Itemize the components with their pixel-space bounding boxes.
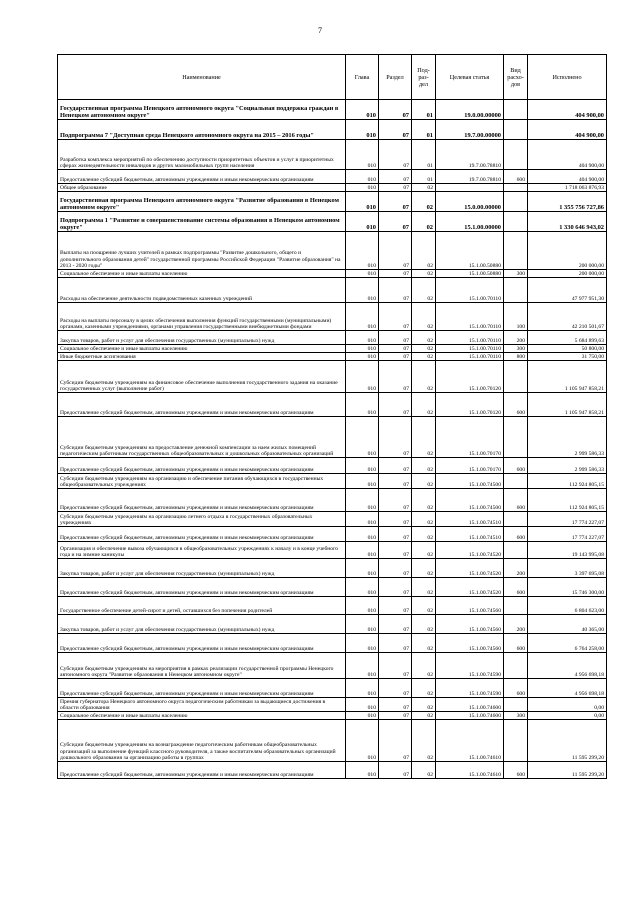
- cell-glava: 010: [346, 542, 379, 559]
- cell-name: Государственное обеспечение детей-сирот и детей, оставшихся без попечения родителей: [58, 597, 346, 615]
- cell-podrazdel: 02: [412, 303, 436, 331]
- cell-done: 50 800,00: [528, 345, 607, 353]
- cell-name: Общее образование: [58, 184, 346, 192]
- cell-name: Расходы на обеспечение деятельности подведомственных казенных учреждений: [58, 278, 346, 303]
- cell-vid: [504, 120, 528, 140]
- cell-article: 15.1.00.74600: [436, 698, 504, 712]
- cell-vid: [504, 278, 528, 303]
- cell-name: Организация и обеспечение вывоза обучающихся в общеобразовательных учреждениях к началу и в конце учебного года и на зимние каникулы: [58, 542, 346, 559]
- cell-podrazdel: 02: [412, 597, 436, 615]
- cell-razdel: 07: [379, 393, 412, 417]
- cell-article: 15.1.00.74590: [436, 653, 504, 679]
- cell-podrazdel: 02: [412, 559, 436, 578]
- cell-article: 19.7.00.00000: [436, 120, 504, 140]
- header-row: [58, 55, 607, 100]
- cell-glava: 010: [346, 212, 379, 232]
- cell-name: Предоставление субсидий бюджетным, автономным учреждениям и иным некоммерческим организациям: [58, 393, 346, 417]
- cell-razdel: 07: [379, 417, 412, 458]
- cell-razdel: 07: [379, 120, 412, 140]
- table-row: [58, 270, 607, 278]
- cell-article: 15.1.00.70120: [436, 361, 504, 393]
- cell-podrazdel: 02: [412, 634, 436, 653]
- cell-podrazdel: 02: [412, 720, 436, 762]
- table-row: [58, 353, 607, 361]
- cell-article: 15.1.00.74610: [436, 762, 504, 779]
- cell-podrazdel: 02: [412, 653, 436, 679]
- cell-done: 6 804 623,00: [528, 597, 607, 615]
- cell-article: 15.1.00.50880: [436, 270, 504, 278]
- cell-done: 2 999 586,33: [528, 417, 607, 458]
- cell-vid: [504, 140, 528, 170]
- table-row: [58, 331, 607, 345]
- cell-glava: 010: [346, 712, 379, 720]
- cell-razdel: 07: [379, 712, 412, 720]
- cell-done: 42 210 501,67: [528, 303, 607, 331]
- cell-done: 15 746 300,00: [528, 578, 607, 597]
- cell-done: 2 999 586,33: [528, 458, 607, 474]
- cell-glava: 010: [346, 353, 379, 361]
- cell-glava: 010: [346, 278, 379, 303]
- cell-done: 17 774 227,07: [528, 527, 607, 542]
- cell-razdel: 07: [379, 458, 412, 474]
- cell-name: Предоставление субсидий бюджетным, автономным учреждениям и иным некоммерческим организациям: [58, 527, 346, 542]
- cell-name: Выплаты на поощрение лучших учителей в рамках подпрограммы "Развитие дошкольного, общего и дополнительного образования детей" государственной программы Российской Федерации "Развитие образования" на 2013 - 2020 годы": [58, 232, 346, 270]
- cell-razdel: 07: [379, 232, 412, 270]
- cell-glava: 010: [346, 303, 379, 331]
- cell-done: 5 684 899,63: [528, 331, 607, 345]
- cell-article: 15.1.00.74510: [436, 512, 504, 527]
- cell-razdel: 07: [379, 634, 412, 653]
- cell-article: 15.1.00.70110: [436, 303, 504, 331]
- table-row: [58, 634, 607, 653]
- cell-done: 404 900,00: [528, 170, 607, 184]
- cell-article: 15.1.00.74510: [436, 527, 504, 542]
- cell-done: 1 718 063 876,93: [528, 184, 607, 192]
- cell-glava: 010: [346, 679, 379, 698]
- cell-glava: 010: [346, 184, 379, 192]
- col-razdel-header: Раздел: [379, 55, 412, 100]
- cell-razdel: 07: [379, 559, 412, 578]
- vid-line-2: расхо-: [507, 73, 524, 81]
- cell-name: Закупка товаров, работ и услуг для обеспечения государственных (муниципальных) нужд: [58, 559, 346, 578]
- table-row: [58, 653, 607, 679]
- cell-glava: 010: [346, 458, 379, 474]
- cell-glava: 010: [346, 345, 379, 353]
- cell-podrazdel: 02: [412, 270, 436, 278]
- cell-article: 15.1.00.74560: [436, 634, 504, 653]
- cell-article: 15.1.00.74600: [436, 712, 504, 720]
- cell-done: 404 900,00: [528, 140, 607, 170]
- vid-line-3: дов: [510, 80, 521, 88]
- cell-podrazdel: 02: [412, 458, 436, 474]
- cell-glava: 010: [346, 512, 379, 527]
- table-row: [58, 578, 607, 597]
- cell-podrazdel: 02: [412, 679, 436, 698]
- cell-article: 15.1.00.74590: [436, 679, 504, 698]
- cell-vid: 200: [504, 331, 528, 345]
- cell-name: Государственная программа Ненецкого автономного округа "Развитие образования в Ненецком автономном округе": [58, 192, 346, 212]
- cell-razdel: 07: [379, 353, 412, 361]
- table-row: [58, 698, 607, 712]
- cell-article: 15.1.00.74560: [436, 597, 504, 615]
- table-row: [58, 512, 607, 527]
- cell-razdel: 07: [379, 653, 412, 679]
- cell-done: 1 105 947 858,21: [528, 361, 607, 393]
- cell-article: 15.1.00.70170: [436, 417, 504, 458]
- cell-done: 17 774 227,07: [528, 512, 607, 527]
- cell-glava: 010: [346, 120, 379, 140]
- cell-name: Подпрограмма 7 "Доступная среда Ненецкого автономного округа на 2015 – 2016 годы": [58, 120, 346, 140]
- budget-table: [57, 54, 607, 779]
- cell-podrazdel: 02: [412, 192, 436, 212]
- cell-vid: 600: [504, 679, 528, 698]
- cell-vid: 200: [504, 559, 528, 578]
- cell-article: 19.7.00.78810: [436, 140, 504, 170]
- cell-name: Социальное обеспечение и иные выплаты населению: [58, 270, 346, 278]
- cell-vid: 200: [504, 615, 528, 634]
- table-row: [58, 361, 607, 393]
- cell-razdel: 07: [379, 679, 412, 698]
- cell-article: 15.1.00.70120: [436, 393, 504, 417]
- cell-done: 0,00: [528, 698, 607, 712]
- cell-glava: 010: [346, 615, 379, 634]
- cell-razdel: 07: [379, 192, 412, 212]
- cell-vid: 600: [504, 762, 528, 779]
- podrazdel-line-1: Под-: [417, 66, 430, 74]
- cell-podrazdel: 02: [412, 232, 436, 270]
- cell-vid: 600: [504, 458, 528, 474]
- cell-razdel: 07: [379, 278, 412, 303]
- cell-done: 112 924 805,15: [528, 489, 607, 512]
- cell-podrazdel: 02: [412, 353, 436, 361]
- cell-razdel: 07: [379, 489, 412, 512]
- cell-done: 404 900,00: [528, 120, 607, 140]
- cell-podrazdel: 02: [412, 542, 436, 559]
- cell-done: 1 105 947 858,21: [528, 393, 607, 417]
- cell-name: Социальное обеспечение и иные выплаты населению: [58, 345, 346, 353]
- cell-name: Подпрограмма 1 "Развитие и совершенствование системы образования в Ненецком автономном округе": [58, 212, 346, 232]
- cell-podrazdel: 02: [412, 345, 436, 353]
- cell-glava: 010: [346, 720, 379, 762]
- cell-name: Предоставление субсидий бюджетным, автономным учреждениям и иным некоммерческим организациям: [58, 679, 346, 698]
- cell-vid: 600: [504, 578, 528, 597]
- cell-vid: [504, 192, 528, 212]
- cell-vid: [504, 212, 528, 232]
- cell-vid: [504, 542, 528, 559]
- cell-done: 404 900,00: [528, 100, 607, 120]
- cell-razdel: 07: [379, 331, 412, 345]
- table-row: [58, 615, 607, 634]
- cell-name: Закупка товаров, работ и услуг для обеспечения государственных (муниципальных) нужд: [58, 615, 346, 634]
- col-name-header: Наименование: [58, 55, 346, 100]
- cell-vid: 800: [504, 353, 528, 361]
- table-row: [58, 303, 607, 331]
- cell-razdel: 07: [379, 512, 412, 527]
- table-row: [58, 474, 607, 489]
- cell-article: 19.7.00.78810: [436, 170, 504, 184]
- cell-done: 3 397 695,08: [528, 559, 607, 578]
- cell-done: 1 330 646 943,02: [528, 212, 607, 232]
- table-row: [58, 597, 607, 615]
- cell-razdel: 07: [379, 140, 412, 170]
- cell-podrazdel: 02: [412, 278, 436, 303]
- table-row: [58, 762, 607, 779]
- cell-razdel: 07: [379, 542, 412, 559]
- cell-done: 200 000,00: [528, 270, 607, 278]
- cell-vid: 300: [504, 712, 528, 720]
- cell-name: Разработка комплекса мероприятий по обеспечению доступности приоритетных объектов и услуг в приоритетных сферах жизнедеятельности инвалидов и других маломобильных групп населения: [58, 140, 346, 170]
- cell-vid: 300: [504, 270, 528, 278]
- table-row: [58, 345, 607, 353]
- cell-article: 15.1.00.50880: [436, 232, 504, 270]
- table-row: [58, 679, 607, 698]
- cell-vid: 600: [504, 393, 528, 417]
- podrazdel-line-3: дел: [419, 80, 428, 88]
- table-row: [58, 232, 607, 270]
- cell-article: 19.0.00.00000: [436, 100, 504, 120]
- cell-podrazdel: 01: [412, 170, 436, 184]
- cell-name: Предоставление субсидий бюджетным, автономным учреждениям и иным некоммерческим организациям: [58, 762, 346, 779]
- cell-razdel: 07: [379, 184, 412, 192]
- table-row: [58, 184, 607, 192]
- cell-glava: 010: [346, 232, 379, 270]
- table-row: [58, 542, 607, 559]
- cell-article: 15.1.00.74610: [436, 720, 504, 762]
- cell-name: Иные бюджетные ассигнования: [58, 353, 346, 361]
- cell-article: 15.1.00.74520: [436, 578, 504, 597]
- cell-vid: [504, 698, 528, 712]
- cell-glava: 010: [346, 653, 379, 679]
- cell-podrazdel: 01: [412, 120, 436, 140]
- table-row: [58, 100, 607, 120]
- table-row: [58, 559, 607, 578]
- cell-name: Субсидии бюджетным учреждениям на вознаграждение педагогическим работникам общеобразовательных организаций за выполнение функций классного руководителя, а также воспитателям образовательных организаций дошкольного образования за организацию работы в группах: [58, 720, 346, 762]
- cell-name: Субсидии бюджетным учреждениям на финансовое обеспечение выполнения государственного задания на оказание государственных услуг (выполнение работ): [58, 361, 346, 393]
- cell-vid: [504, 100, 528, 120]
- cell-vid: [504, 720, 528, 762]
- cell-article: 15.1.00.74520: [436, 559, 504, 578]
- cell-glava: 010: [346, 361, 379, 393]
- cell-glava: 010: [346, 578, 379, 597]
- cell-vid: [504, 417, 528, 458]
- cell-article: 15.1.00.74500: [436, 474, 504, 489]
- cell-podrazdel: 01: [412, 140, 436, 170]
- cell-name: Предоставление субсидий бюджетным, автономным учреждениям и иным некоммерческим организациям: [58, 578, 346, 597]
- cell-glava: 010: [346, 489, 379, 512]
- cell-vid: 300: [504, 345, 528, 353]
- cell-podrazdel: 02: [412, 578, 436, 597]
- cell-razdel: 07: [379, 698, 412, 712]
- cell-podrazdel: 02: [412, 212, 436, 232]
- table-row: [58, 417, 607, 458]
- cell-vid: [504, 653, 528, 679]
- cell-name: Предоставление субсидий бюджетным, автономным учреждениям и иным некоммерческим организациям: [58, 170, 346, 184]
- cell-done: 31 750,00: [528, 353, 607, 361]
- cell-podrazdel: 01: [412, 100, 436, 120]
- cell-article: 15.1.00.70110: [436, 278, 504, 303]
- table-row: [58, 458, 607, 474]
- cell-vid: [504, 597, 528, 615]
- cell-razdel: 07: [379, 303, 412, 331]
- col-article-header: Целевая статья: [436, 55, 504, 100]
- cell-name: Социальное обеспечение и иные выплаты населению: [58, 712, 346, 720]
- table-row: [58, 278, 607, 303]
- cell-podrazdel: 02: [412, 712, 436, 720]
- cell-done: 1 355 756 727,86: [528, 192, 607, 212]
- cell-article: 15.1.00.74560: [436, 615, 504, 634]
- cell-razdel: 07: [379, 270, 412, 278]
- cell-done: 0,00: [528, 712, 607, 720]
- cell-done: 47 977 951,30: [528, 278, 607, 303]
- cell-done: 6 764 258,00: [528, 634, 607, 653]
- cell-vid: [504, 232, 528, 270]
- cell-article: 15.1.00.70170: [436, 458, 504, 474]
- col-glava-header: Глава: [346, 55, 379, 100]
- cell-glava: 010: [346, 698, 379, 712]
- cell-glava: 010: [346, 527, 379, 542]
- cell-podrazdel: 02: [412, 489, 436, 512]
- cell-glava: 010: [346, 597, 379, 615]
- cell-razdel: 07: [379, 361, 412, 393]
- cell-glava: 010: [346, 192, 379, 212]
- table-row: [58, 212, 607, 232]
- cell-vid: [504, 184, 528, 192]
- cell-podrazdel: 02: [412, 512, 436, 527]
- cell-done: 112 924 805,15: [528, 474, 607, 489]
- cell-vid: [504, 474, 528, 489]
- cell-article: 15.1.00.74520: [436, 542, 504, 559]
- cell-podrazdel: 02: [412, 527, 436, 542]
- cell-razdel: 07: [379, 527, 412, 542]
- cell-name: Премия губернатора Ненецкого автономного округа педагогическим работникам за выдающиеся достижения в области образования: [58, 698, 346, 712]
- cell-name: Субсидии бюджетным учреждениям на предоставление денежной компенсации за наем жилых помещений педагогическим работникам государственных общеобразовательных и дошкольных образовательных организаций: [58, 417, 346, 458]
- cell-done: 4 956 698,18: [528, 679, 607, 698]
- col-done-header: Исполнено: [528, 55, 607, 100]
- cell-name: Субсидии бюджетным учреждениям на мероприятия в рамках реализации государственной программы Ненецкого автономного округа "Развитие образования в Ненецком автономном округе": [58, 653, 346, 679]
- cell-name: Закупка товаров, работ и услуг для обеспечения государственных (муниципальных) нужд: [58, 331, 346, 345]
- cell-done: 200 000,00: [528, 232, 607, 270]
- table-row: [58, 120, 607, 140]
- cell-razdel: 07: [379, 578, 412, 597]
- cell-podrazdel: 02: [412, 474, 436, 489]
- cell-glava: 010: [346, 100, 379, 120]
- cell-razdel: 07: [379, 100, 412, 120]
- cell-podrazdel: 02: [412, 615, 436, 634]
- cell-name: Предоставление субсидий бюджетным, автономным учреждениям и иным некоммерческим организациям: [58, 634, 346, 653]
- cell-name: Предоставление субсидий бюджетным, автономным учреждениям и иным некоммерческим организациям: [58, 458, 346, 474]
- cell-glava: 010: [346, 762, 379, 779]
- cell-glava: 010: [346, 474, 379, 489]
- cell-article: 15.1.00.70110: [436, 353, 504, 361]
- cell-podrazdel: 02: [412, 762, 436, 779]
- cell-vid: 600: [504, 634, 528, 653]
- cell-razdel: 07: [379, 212, 412, 232]
- cell-name: Расходы на выплаты персоналу в целях обеспечения выполнения функций государственными (муниципальными) органами, казенными учреждениями, органами управления государственными внебюджетными фондами: [58, 303, 346, 331]
- table-row: [58, 720, 607, 762]
- cell-razdel: 07: [379, 762, 412, 779]
- table-row: [58, 140, 607, 170]
- cell-glava: 010: [346, 393, 379, 417]
- cell-done: 11 595 299,20: [528, 762, 607, 779]
- cell-done: 11 595 299,20: [528, 720, 607, 762]
- cell-razdel: 07: [379, 615, 412, 634]
- table-row: [58, 527, 607, 542]
- cell-podrazdel: 02: [412, 417, 436, 458]
- table-row: [58, 489, 607, 512]
- cell-done: 4 956 698,18: [528, 653, 607, 679]
- cell-article: 15.0.00.00000: [436, 192, 504, 212]
- cell-name: Субсидии бюджетным учреждениям на организацию и обеспечение питания обучающихся в государственных общеобразовательных учреждениях: [58, 474, 346, 489]
- cell-glava: 010: [346, 634, 379, 653]
- table-row: [58, 192, 607, 212]
- cell-podrazdel: 02: [412, 361, 436, 393]
- page-number: 7: [318, 26, 322, 35]
- cell-name: Государственная программа Ненецкого автономного округа "Социальная поддержка граждан в Ненецком автономном округе": [58, 100, 346, 120]
- cell-razdel: 07: [379, 345, 412, 353]
- cell-podrazdel: 02: [412, 698, 436, 712]
- cell-glava: 010: [346, 331, 379, 345]
- cell-glava: 010: [346, 559, 379, 578]
- table-row: [58, 170, 607, 184]
- cell-glava: 010: [346, 270, 379, 278]
- cell-glava: 010: [346, 170, 379, 184]
- vid-line-1: Вид: [510, 66, 521, 74]
- cell-done: 19 143 995,08: [528, 542, 607, 559]
- cell-podrazdel: 02: [412, 393, 436, 417]
- table-row: [58, 712, 607, 720]
- cell-vid: 600: [504, 170, 528, 184]
- cell-razdel: 07: [379, 597, 412, 615]
- cell-done: 40 365,00: [528, 615, 607, 634]
- cell-podrazdel: 02: [412, 184, 436, 192]
- cell-glava: 010: [346, 417, 379, 458]
- cell-glava: 010: [346, 140, 379, 170]
- cell-article: [436, 184, 504, 192]
- cell-vid: 600: [504, 489, 528, 512]
- cell-vid: 600: [504, 527, 528, 542]
- cell-vid: 100: [504, 303, 528, 331]
- cell-razdel: 07: [379, 474, 412, 489]
- cell-name: Предоставление субсидий бюджетным, автономным учреждениям и иным некоммерческим организациям: [58, 489, 346, 512]
- table-row: [58, 393, 607, 417]
- podrazdel-line-2: раз-: [418, 73, 429, 81]
- cell-article: 15.1.00.70110: [436, 331, 504, 345]
- cell-article: 15.1.00.70110: [436, 345, 504, 353]
- cell-article: 15.1.00.74500: [436, 489, 504, 512]
- col-podrazdel-header: [412, 55, 436, 100]
- cell-podrazdel: 02: [412, 331, 436, 345]
- cell-razdel: 07: [379, 170, 412, 184]
- cell-name: Субсидии бюджетным учреждениям на организацию летнего отдыха в государственных образовательных учреждениях: [58, 512, 346, 527]
- col-vid-header: [504, 55, 528, 100]
- table-body: [58, 100, 607, 779]
- cell-article: 15.1.00.00000: [436, 212, 504, 232]
- cell-vid: [504, 361, 528, 393]
- cell-razdel: 07: [379, 720, 412, 762]
- cell-vid: [504, 512, 528, 527]
